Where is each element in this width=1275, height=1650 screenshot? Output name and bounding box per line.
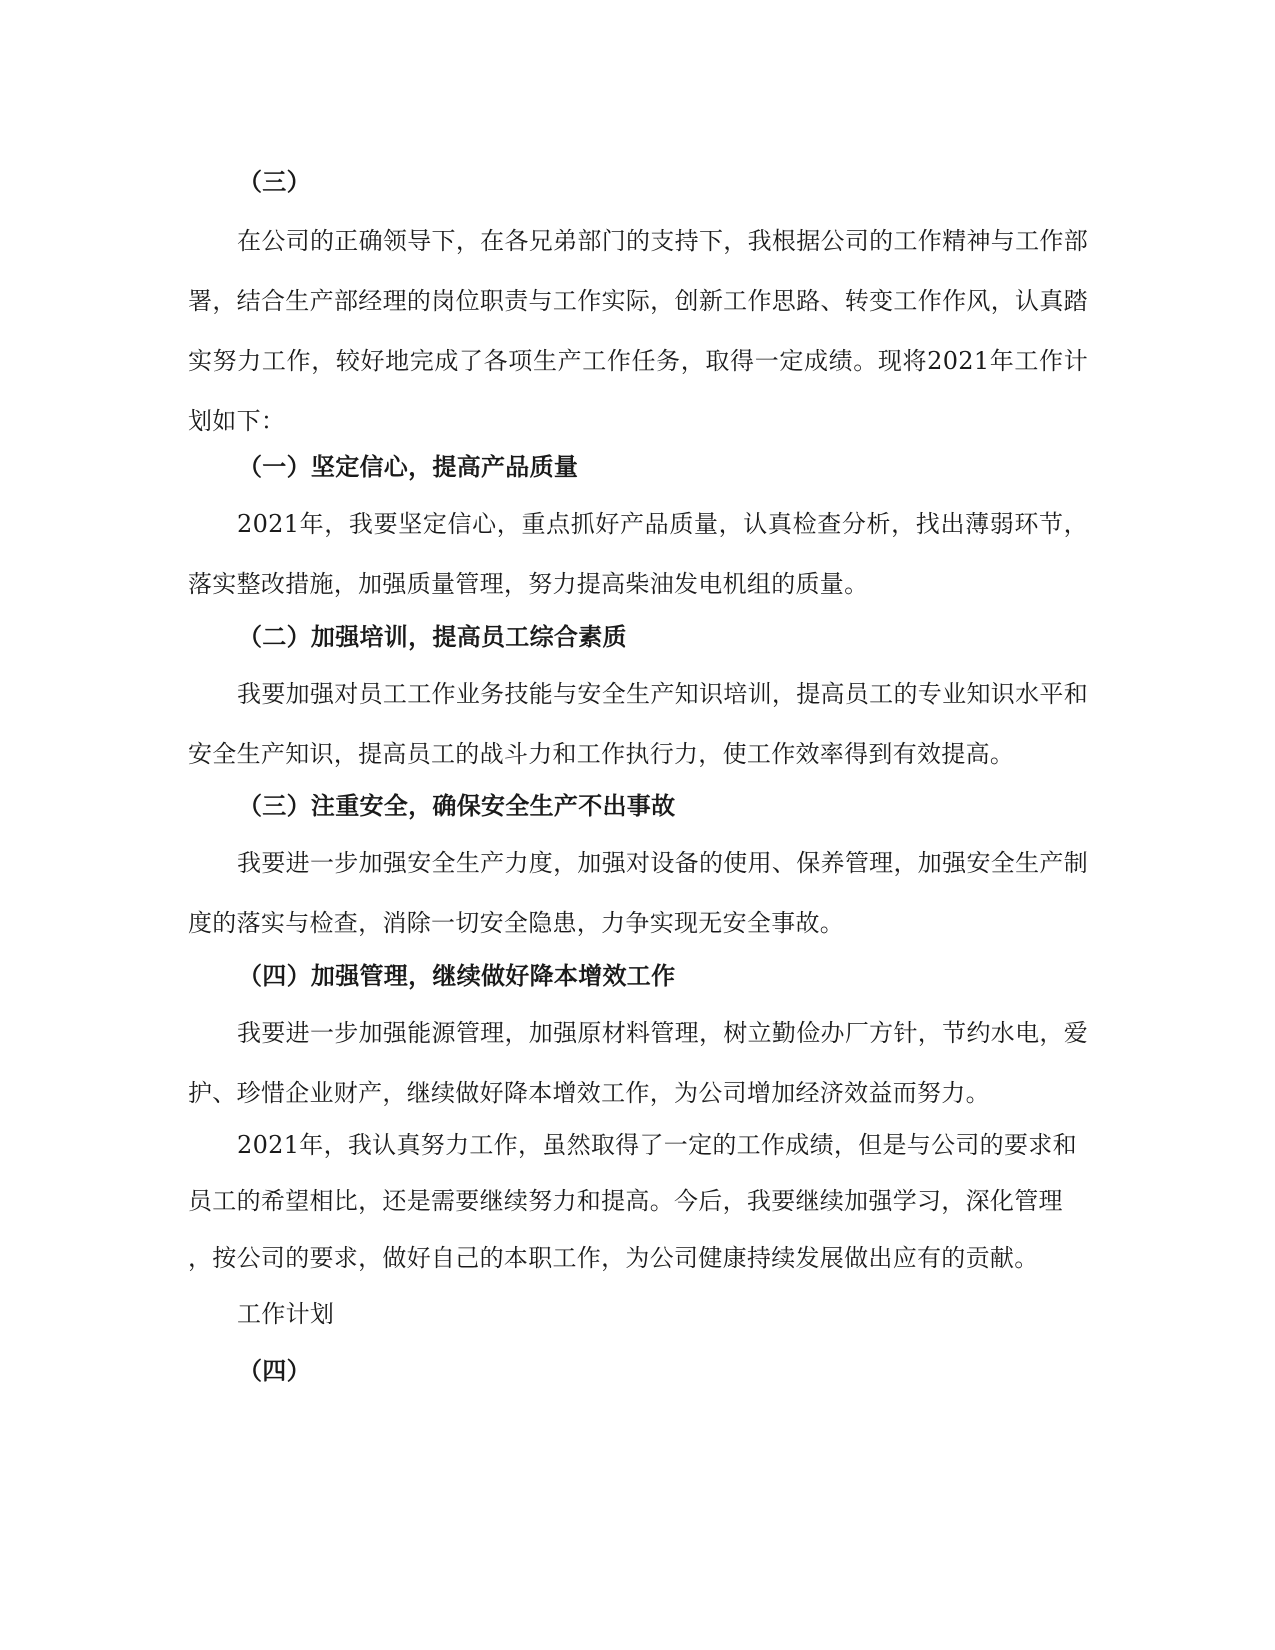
item-1-body: 2021年，我要坚定信心，重点抓好产品质量，认真检查分析，找出薄弱环节，落实整改措施，加强质量管理，努力提高柴油发电机组的质量。 xyxy=(188,510,1088,598)
conclusion-line-1: 2021年，我认真努力工作，虽然取得了一定的工作成绩，但是与公司的要求和 xyxy=(237,1131,1077,1159)
intro-paragraph: 在公司的正确领导下，在各兄弟部门的支持下，我根据公司的工作精神与工作部署，结合生产部经理的岗位职责与工作实际，创新工作思路、转变工作作风，认真踏实努力工作，较好地完成了各项生产工作任务，取得一定成绩。现将2021年工作计划如下： xyxy=(188,227,1088,435)
item-1-heading: （一）坚定信心，提高产品质量 xyxy=(238,452,579,481)
item-2-heading: （二）加强培训，提高员工综合素质 xyxy=(238,622,627,651)
item-2-body: 我要加强对员工工作业务技能与安全生产知识培训，提高员工的专业知识水平和安全生产知识，提高员工的战斗力和工作执行力，使工作效率得到有效提高。 xyxy=(188,680,1088,768)
conclusion-line-2: 员工的希望相比，还是需要继续努力和提高。今后，我要继续加强学习，深化管理 xyxy=(188,1187,1063,1215)
section-marker-three: （三） xyxy=(238,167,311,196)
item-4-body: 我要进一步加强能源管理，加强原材料管理，树立勤俭办厂方针，节约水电，爱护、珍惜企业财产，继续做好降本增效工作，为公司增加经济效益而努力。 xyxy=(188,1019,1088,1107)
closing-title: 工作计划 xyxy=(237,1300,335,1328)
section-marker-four: （四） xyxy=(238,1356,311,1385)
item-4-heading: （四）加强管理，继续做好降本增效工作 xyxy=(238,961,676,990)
conclusion-line-3: ，按公司的要求，做好自己的本职工作，为公司健康持续发展做出应有的贡献。 xyxy=(188,1244,1039,1272)
item-3-heading: （三）注重安全，确保安全生产不出事故 xyxy=(238,791,676,820)
item-3-body: 我要进一步加强安全生产力度，加强对设备的使用、保养管理，加强安全生产制度的落实与检查，消除一切安全隐患，力争实现无安全事故。 xyxy=(188,849,1088,937)
